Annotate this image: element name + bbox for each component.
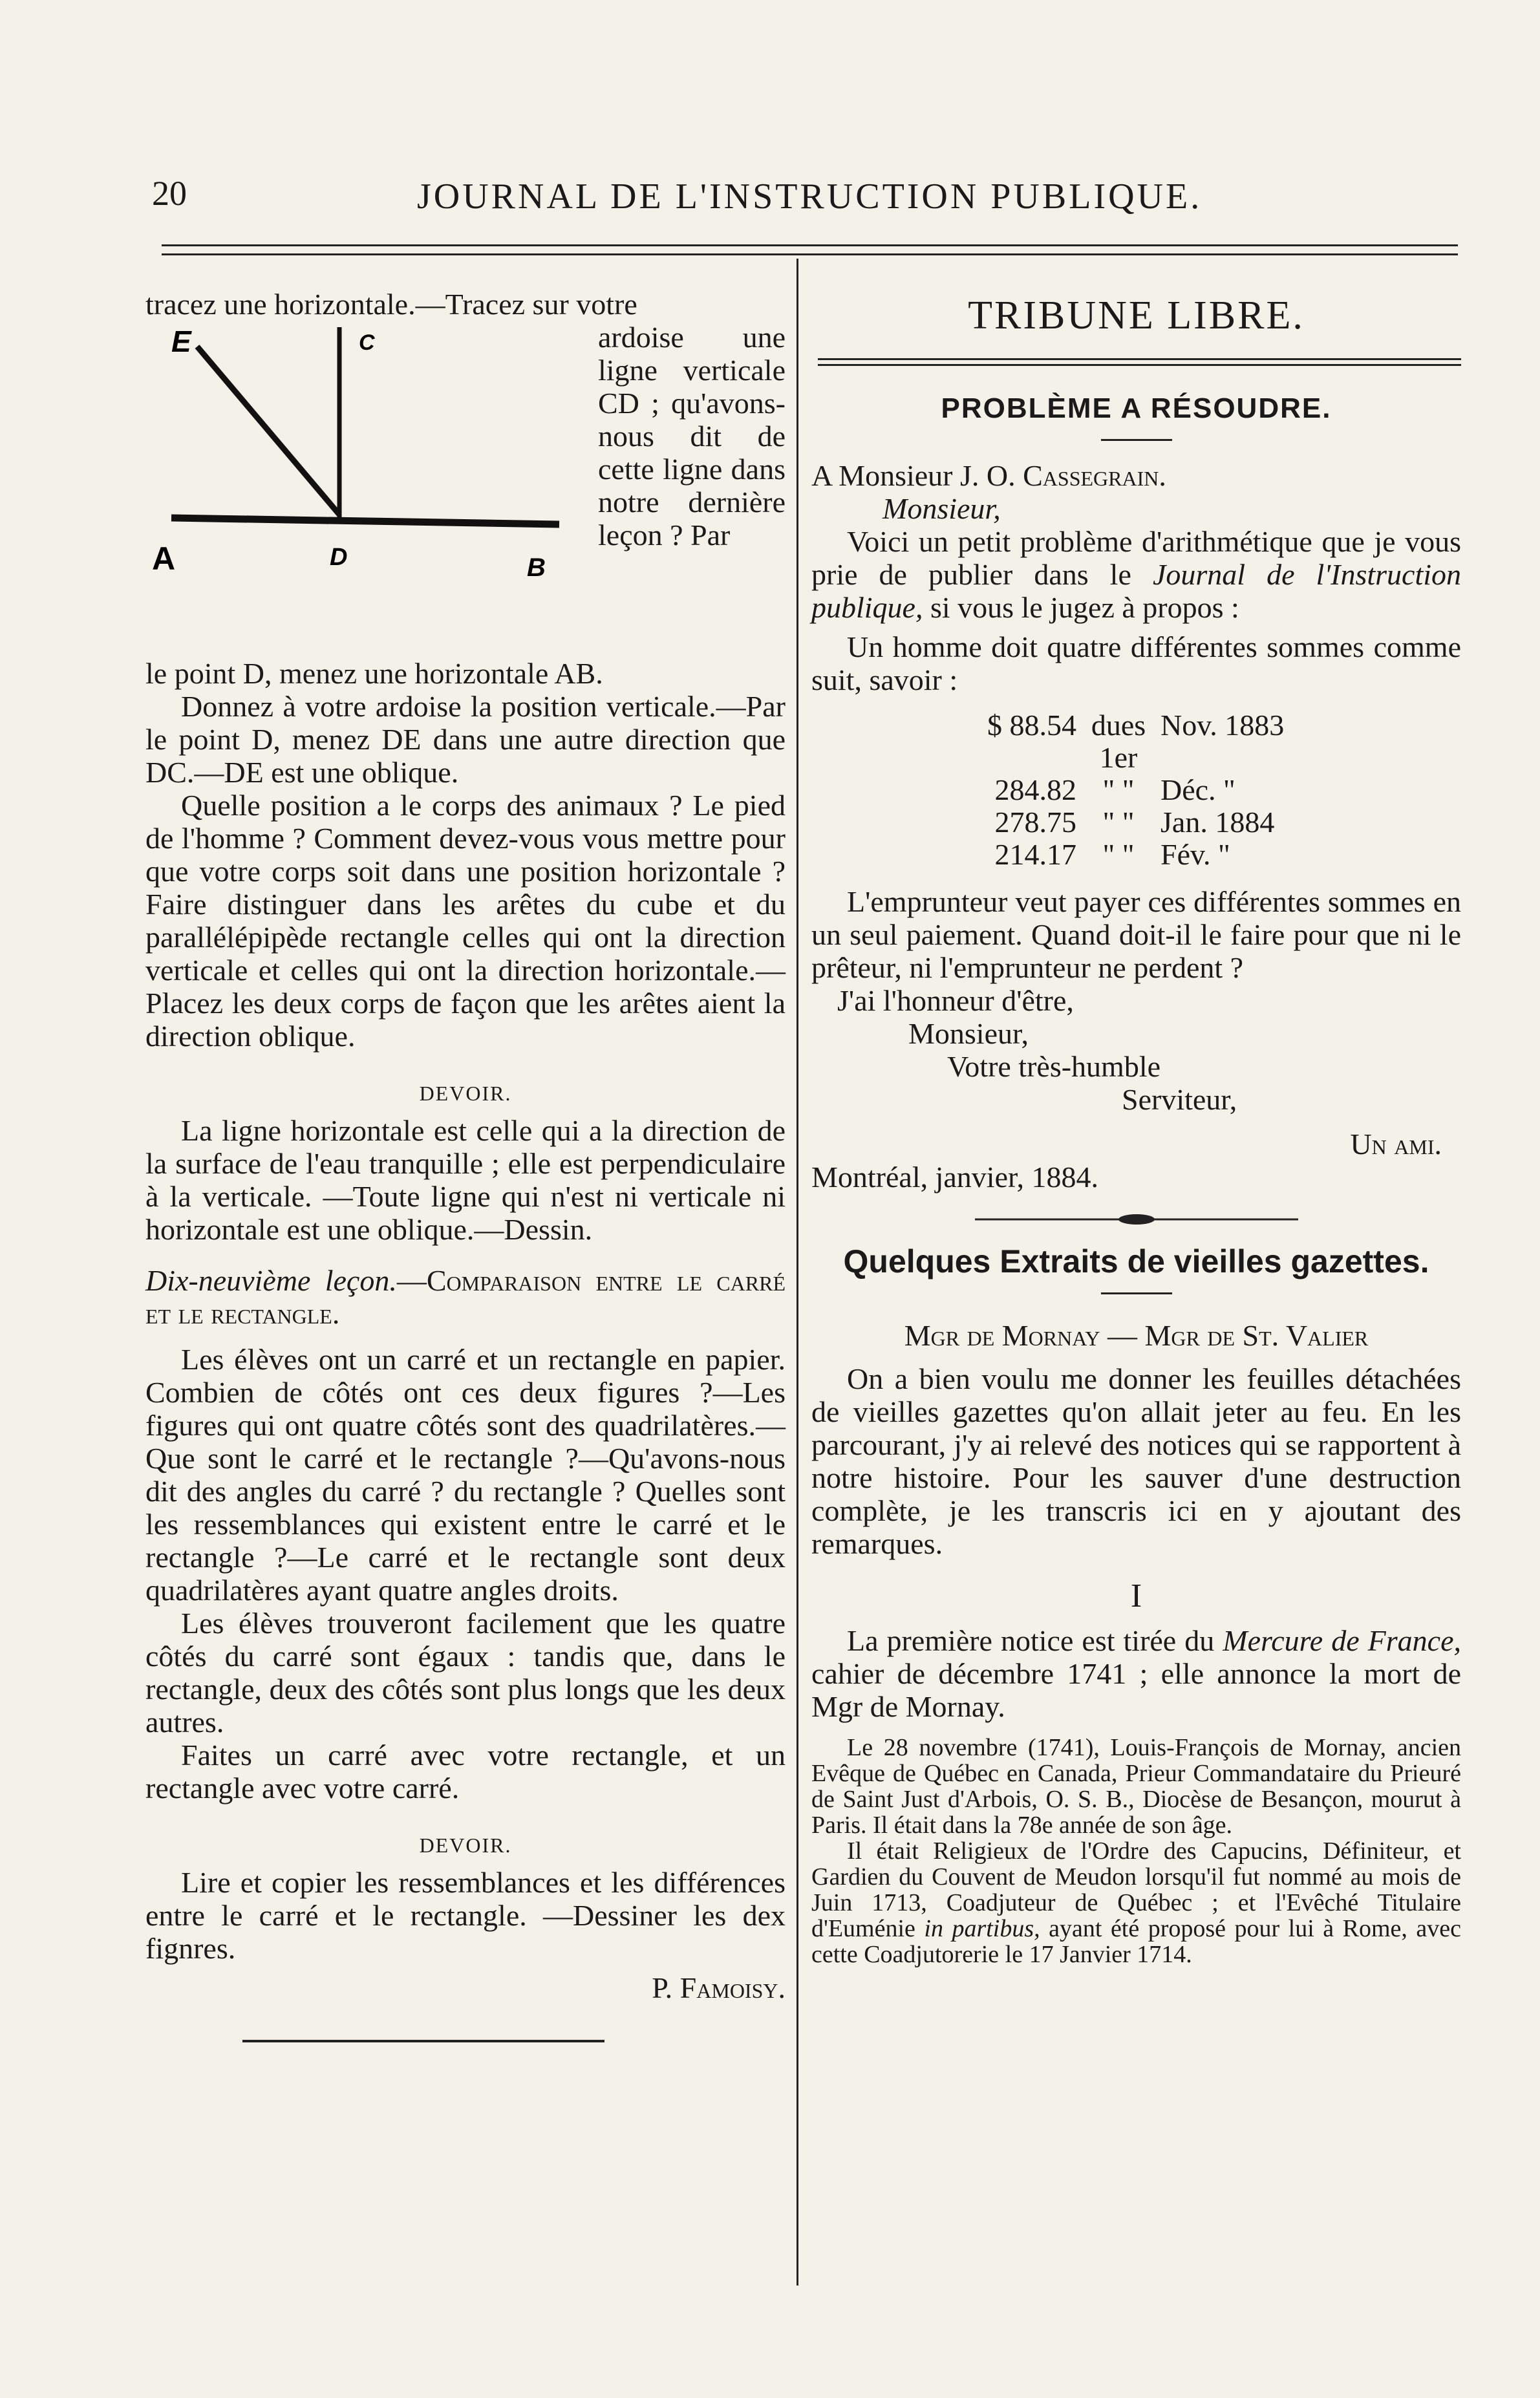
problem-rule [1101, 439, 1172, 441]
letter-address [811, 459, 1461, 492]
horizontal-line-ab [171, 518, 559, 524]
amount-month: Fév. " [1160, 838, 1230, 871]
letter-paragraph-1 [811, 525, 1461, 624]
notice-intro-pre: La première notice est tirée du [847, 1624, 1215, 1657]
letter-p1-post: si vous le jugez à propos : [930, 591, 1239, 624]
label-e: E [171, 325, 191, 358]
paragraph-corps-animaux: Quelle position a le corps des animaux ? Le pied de l'homme ? Comment devez-vous vous mettre pour que votre corps soit dans une position horizontale ? Faire distinguer dans les arêtes du cube et du parallélépipède rectangle celles qui ont la direction verticale et celles qui ont la direction horizontale.—Placez les deux corps de façon que les arêtes aient la direction oblique. [145, 789, 786, 1053]
mercure-title: Mercure de France, [1223, 1624, 1462, 1657]
ornament-divider [962, 1213, 1311, 1226]
column-divider [797, 259, 798, 2286]
page-header [152, 162, 1458, 220]
paragraph-position-verticale: Donnez à votre ardoise la position verticale.—Par le point D, menez DE dans une autre direction que DC.—DE est une oblique. [145, 690, 786, 789]
amount-due: " " [1102, 773, 1135, 806]
amount-due: " " [1102, 838, 1135, 871]
paragraph-cotes-egaux: Les élèves trouveront facilement que les quatre côtés du carré sont égaux : tandis que, dans le rectangle, deux des côtés sont plus longs que les deux autres. [145, 1607, 786, 1739]
problem-heading: PROBLÈME A RÉSOUDRE. [941, 392, 1332, 424]
amount-due: " " [1102, 806, 1135, 839]
paragraph-carre-rectangle: Les élèves ont un carré et un rectangle en papier. Combien de côtés ont ces deux figures ?—Les figures qui ont quatre côtés sont des quadrilatères.—Que sont le carré et le rectangle ?—Qu'avons-nous dit des angles du carré ? du rectangle ? Quelles sont les ressemblances qui existent entre le carré et le rectangle ?—Le carré et le rectangle sont deux quadrilatères ayant quatre angles droits. [145, 1343, 786, 1607]
bishops-subheading: Mgr de Mornay — Mgr de St. Valier [904, 1319, 1369, 1352]
paragraph-horizontal-ab: le point D, menez une horizontale AB. [145, 657, 603, 690]
journal-name: Journal de l'Instruction publique, [811, 558, 1462, 624]
paragraph-faites-carre: Faites un carré avec votre rectangle, et un rectangle avec votre carré. [145, 1739, 786, 1804]
amount-month: Déc. " [1160, 773, 1235, 806]
amount-row [915, 806, 1461, 839]
devoir-title-2: DEVOIR. [419, 1834, 512, 1857]
amount-value: 214.17 [994, 838, 1076, 871]
closing-line-1: J'ai l'honneur d'être, [837, 984, 1074, 1017]
address-name: Cassegrain. [1023, 459, 1166, 492]
label-d: D [330, 544, 348, 571]
closing-line-4: Serviteur, [1122, 1083, 1237, 1116]
amount-month: Jan. 1884 [1160, 806, 1275, 839]
header-rule-bottom [162, 253, 1458, 255]
amount-value: 284.82 [994, 773, 1076, 806]
letter-signed: Un ami. [1350, 1128, 1442, 1161]
figure-side-text: ardoise une ligne verticale CD ; qu'avons-nous dit de cette ligne dans notre dernière leçon ? Par [598, 321, 786, 551]
lesson-topic: —Comparaison entre le carré et le rectangle. [145, 1264, 786, 1330]
section-double-rule [818, 358, 1461, 366]
notice-quote-2 [811, 1838, 1461, 1967]
devoir-paragraph-1: La ligne horizontale est celle qui a la direction de la surface de l'eau tranquille ; elle est perpendiculaire à la verticale. —Toute ligne qui n'est ni verticale ni horizontale est une oblique.—Dessin. [145, 1114, 786, 1246]
lesson-heading [145, 1264, 786, 1330]
address-prefix: A Monsieur J. O. [811, 459, 1016, 492]
figure-block [145, 321, 786, 657]
in-partibus: in partibus, [924, 1915, 1040, 1942]
amount-due: dues 1er [1091, 709, 1146, 774]
notice-intro-post: cahier de décembre 1741 ; elle annonce la mort de Mgr de Mornay. [811, 1657, 1461, 1723]
amount-month: Nov. 1883 [1160, 709, 1285, 742]
section-title-tribune: TRIBUNE LIBRE. [968, 294, 1305, 337]
amount-value: 278.75 [994, 806, 1076, 839]
author-signature: P. Famoisy. [652, 1971, 786, 2004]
amounts-table [915, 709, 1461, 871]
right-column [811, 288, 1461, 1967]
amount-row [915, 709, 1461, 774]
amount-row [915, 774, 1461, 806]
notice-intro-paragraph [811, 1624, 1461, 1723]
amount-value: $ 88.54 [987, 709, 1076, 742]
closing-line-2: Monsieur, [908, 1017, 1029, 1050]
letter-paragraph-2: Un homme doit quatre différentes sommes comme suit, savoir : [811, 630, 1461, 696]
geometry-figure [145, 321, 598, 657]
label-a: A [152, 541, 176, 577]
left-column [145, 288, 786, 2042]
place-date: Montréal, janvier, 1884. [811, 1161, 1098, 1194]
gazettes-rule [1101, 1292, 1172, 1294]
notice-q2-pre: Il était Religieux de l'Ordre des Capucins, Définiteur, et Gardien du Couvent de Meudon lorsqu'il fut nommé au mois de Juin 1713, Coadjuteur de Québec ; et l'Evêché Titulaire d'Euménie [811, 1837, 1461, 1942]
letter-paragraph-3: L'emprunteur veut payer ces différentes sommes en un seul paiement. Quand doit-il le faire pour que ni le prêteur, ni l'emprunteur ne perdent ? [811, 885, 1461, 984]
gazettes-intro-paragraph: On a bien voulu me donner les feuilles détachées de vieilles gazettes qu'on allait jeter au feu. En les parcourant, j'y ai relevé des notices qui se rapportent à notre histoire. Pour les sauver d'une destruction complète, je les transcris ici en y ajoutant des remarques. [811, 1362, 1461, 1560]
devoir-paragraph-2: Lire et copier les ressemblances et les différences entre le carré et le rectangle. —Dessiner les dex fignres. [145, 1866, 786, 1965]
lesson-intro-line: tracez une horizontale.—Tracez sur votre [145, 288, 637, 321]
letter-salutation: Monsieur, [882, 492, 1001, 525]
label-c: C [359, 330, 375, 355]
oblique-line-de [197, 347, 339, 515]
amount-row [915, 839, 1461, 871]
gazettes-heading: Quelques Extraits de vieilles gazettes. [843, 1243, 1429, 1279]
journal-title: JOURNAL DE L'INSTRUCTION PUBLIQUE. [417, 177, 1203, 217]
notice-q2-post: ayant été proposé pour lui à Rome, avec cette Coadjutorerie le 17 Janvier 1714. [811, 1915, 1462, 1968]
lesson-number: Dix-neuvième leçon. [145, 1264, 397, 1297]
section-numeral: I [1130, 1578, 1142, 1614]
header-rule-top [162, 244, 1458, 246]
notice-quote-1: Le 28 novembre (1741), Louis-François de Mornay, ancien Evêque de Québec en Canada, Prieur Commandataire du Prieuré de Saint Just d'Arbois, O. S. B., Diocèse de Besançon, mourut à Paris. Il était dans la 78e année de son âge. [811, 1734, 1461, 1839]
label-b: B [527, 553, 546, 582]
devoir-title-1: DEVOIR. [419, 1082, 512, 1105]
closing-line-3: Votre très-humble [947, 1050, 1161, 1083]
letter-p1-pre: Voici un petit problème d'arithmétique que je vous prie de publier dans le [811, 525, 1461, 591]
left-end-rule [242, 2040, 604, 2042]
page-number: 20 [152, 174, 187, 213]
